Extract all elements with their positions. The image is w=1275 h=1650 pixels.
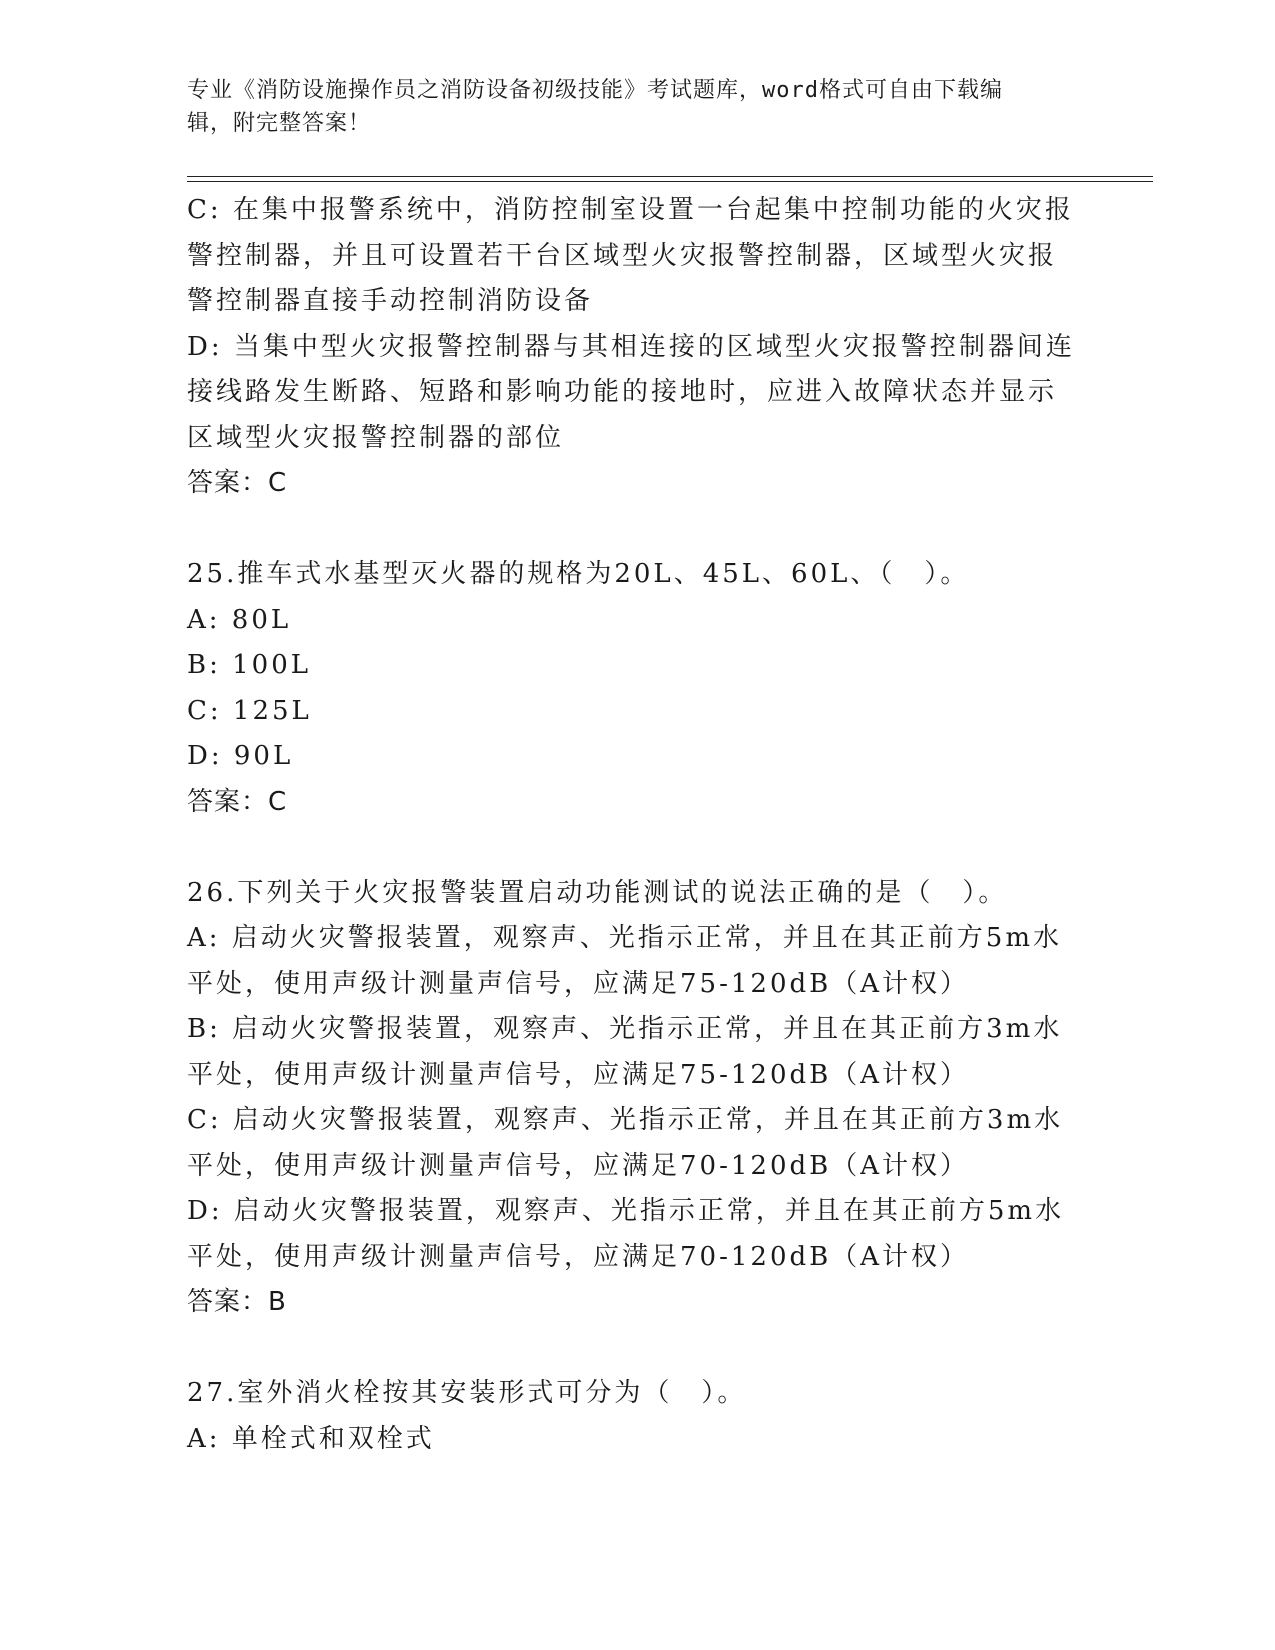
answer: 答案：B (187, 1287, 287, 1317)
option-a-line-1: A: 启动火灾警报装置，观察声、光指示正常，并且在其正前方5m水 (187, 923, 1062, 953)
option-d-line-2: 平处，使用声级计测量声信号，应满足70-120dB（A计权） (187, 1241, 970, 1272)
document-body (187, 188, 1077, 1462)
question-stem: 25.推车式水基型灭火器的规格为20L、45L、60L、（ ）。 (187, 559, 970, 589)
option-a-line-2: 平处，使用声级计测量声信号，应满足75-120dB（A计权） (187, 968, 970, 999)
spacer (187, 825, 1077, 871)
prev-question (187, 188, 1077, 507)
option-c: C: 125L (187, 695, 312, 726)
question-26 (187, 871, 1077, 1326)
option-b: B: 100L (187, 650, 312, 680)
question-stem: 27.室外消火栓按其安装形式可分为（ ）。 (187, 1378, 747, 1408)
option-b-line-1: B: 启动火灾警报装置，观察声、光指示正常，并且在其正前方3m水 (187, 1014, 1063, 1044)
option-d: D: 90L (187, 741, 294, 771)
spacer (187, 1326, 1077, 1372)
header-divider-top (187, 176, 1153, 177)
question-stem: 26.下列关于火灾报警装置启动功能测试的说法正确的是（ ）。 (187, 877, 1008, 908)
option-b-line-2: 平处，使用声级计测量声信号，应满足75-120dB（A计权） (187, 1059, 970, 1090)
document-header (187, 74, 1087, 140)
option-d-line-1: D: 当集中型火灾报警控制器与其相连接的区域型火灾报警控制器间连 (187, 331, 1075, 362)
answer: 答案：C (187, 468, 288, 498)
option-c-line-1: C: 启动火灾警报装置，观察声、光指示正常，并且在其正前方3m水 (187, 1105, 1064, 1135)
answer: 答案：C (187, 786, 288, 817)
option-c-line-2: 平处，使用声级计测量声信号，应满足70-120dB（A计权） (187, 1150, 970, 1181)
option-d-line-3: 区域型火灾报警控制器的部位 (187, 422, 565, 453)
spacer (187, 507, 1077, 553)
option-c-line-2: 警控制器，并且可设置若干台区域型火灾报警控制器，区域型火灾报 (187, 240, 1058, 271)
option-d-line-1: D: 启动火灾警报装置，观察声、光指示正常，并且在其正前方5m水 (187, 1196, 1065, 1226)
header-divider-bottom (187, 181, 1153, 182)
option-a: A: 单栓式和双栓式 (187, 1423, 435, 1454)
option-a: A: 80L (187, 604, 292, 635)
question-25 (187, 552, 1077, 825)
option-c-line-3: 警控制器直接手动控制消防设备 (187, 286, 594, 316)
option-d-line-2: 接线路发生断路、短路和影响功能的接地时，应进入故障状态并显示 (187, 377, 1058, 407)
header-line-1: 专业《消防设施操作员之消防设备初级技能》考试题库，word格式可自由下载编 (187, 78, 1003, 103)
header-line-2: 辑，附完整答案！ (187, 111, 372, 136)
question-27 (187, 1371, 1077, 1462)
option-c-line-1: C: 在集中报警系统中，消防控制室设置一台起集中控制功能的火灾报 (187, 195, 1074, 225)
